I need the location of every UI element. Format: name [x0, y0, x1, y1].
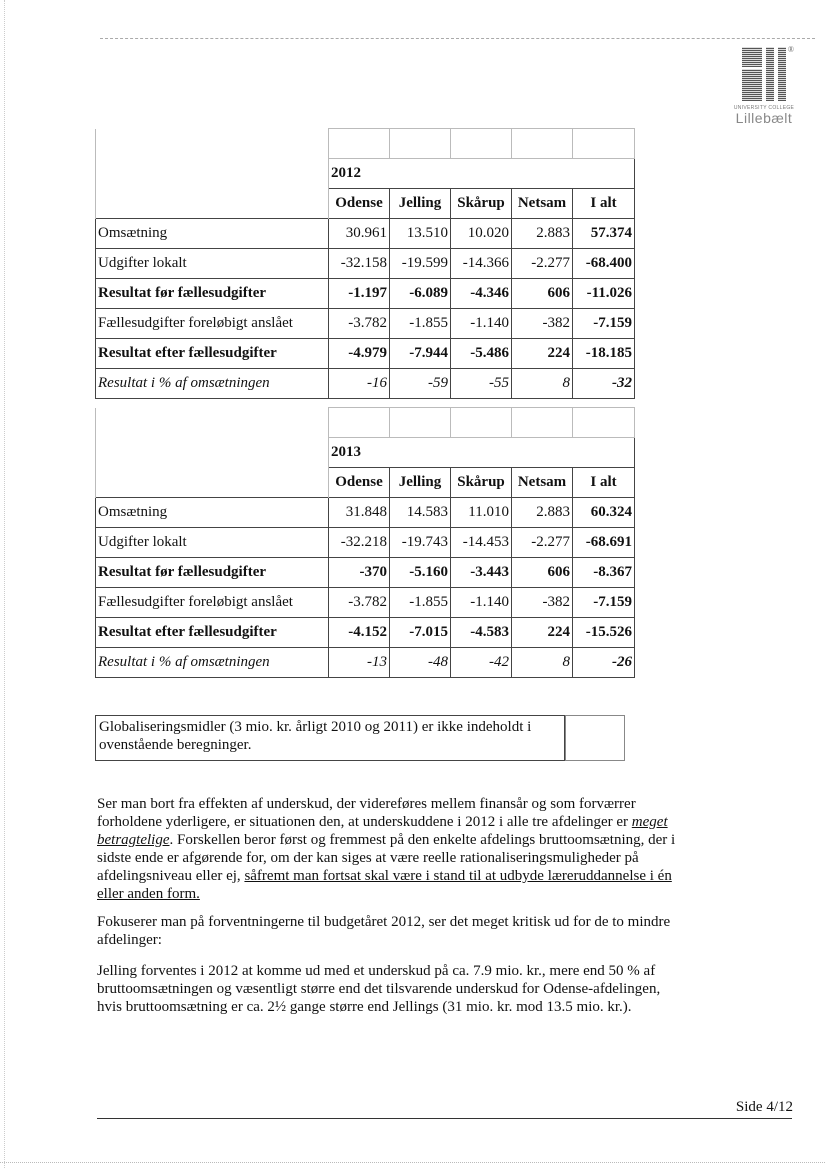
cell-value: -7.159 — [573, 309, 635, 339]
cell-value: -68.400 — [573, 249, 635, 279]
cell-value: 60.324 — [573, 498, 635, 528]
cell-value: -26 — [573, 648, 635, 678]
cell-value: -1.855 — [390, 588, 451, 618]
budget-table-2013 — [95, 407, 635, 678]
cell-value: -4.152 — [329, 618, 390, 648]
cell-value: -1.140 — [451, 309, 512, 339]
header-rule — [100, 38, 815, 39]
year-row — [96, 159, 635, 189]
page-bottom-edge — [0, 1162, 825, 1163]
logo-mark-icon — [738, 45, 794, 103]
cell-value: 10.020 — [451, 219, 512, 249]
paragraph-expectations: Fokuserer man på forventningerne til budgetåret 2012, ser det meget kritisk ud for de to mindre afdelinger: — [97, 914, 671, 948]
budget-table-2012 — [95, 128, 635, 399]
table-row — [96, 339, 635, 369]
cell-value: 14.583 — [390, 498, 451, 528]
table-row — [96, 498, 635, 528]
row-label: Udgifter lokalt — [96, 528, 329, 558]
table-row — [96, 249, 635, 279]
margin-line — [4, 0, 5, 1168]
column-header: Odense — [329, 189, 390, 219]
page-number: Side 4/12 — [735, 1099, 793, 1115]
row-label: Resultat efter fællesudgifter — [96, 618, 329, 648]
cell-value: -15.526 — [573, 618, 635, 648]
registered-mark: ® — [787, 45, 794, 54]
table-row — [96, 369, 635, 399]
cell-value: -6.089 — [390, 279, 451, 309]
cell-value: -19.599 — [390, 249, 451, 279]
cell-value: -42 — [451, 648, 512, 678]
cell-value: -7.159 — [573, 588, 635, 618]
cell-value: 31.848 — [329, 498, 390, 528]
cell-value: -4.979 — [329, 339, 390, 369]
cell-value: -11.026 — [573, 279, 635, 309]
column-header: Skårup — [451, 189, 512, 219]
cell-value: -32.158 — [329, 249, 390, 279]
column-header: Skårup — [451, 468, 512, 498]
column-header: Odense — [329, 468, 390, 498]
cell-value: 224 — [512, 618, 573, 648]
header-row — [96, 189, 635, 219]
year-label: 2013 — [329, 438, 635, 468]
row-label: Resultat i % af omsætningen — [96, 648, 329, 678]
university-logo — [728, 45, 800, 125]
header-row — [96, 468, 635, 498]
cell-value: -68.691 — [573, 528, 635, 558]
cell-value: -382 — [512, 588, 573, 618]
underlined-text: såfremt man fortsat skal være i stand til at udbyde læreruddannelse i én eller anden form. — [97, 868, 672, 902]
cell-value: -5.486 — [451, 339, 512, 369]
table-row — [96, 648, 635, 678]
paragraph-deficits: Ser man bort fra effekten af underskud, der videreføres mellem finansår og som forværrer forholdene yderligere, er situationen den, at underskuddene i 2012 i alle tre afdelinger er meget betragtelige. Forskellen beror først og fremmest på den enkelte afdelings bruttoomsætning, der i sidste ende er afgørende for, om der kan siges at være reelle rationaliseringsmuligheder på afdelingsniveau eller ej, såfremt man fortsat skal være i stand til at udbyde læreruddannelse i én eller anden form. — [97, 796, 676, 902]
cell-value: -18.185 — [573, 339, 635, 369]
cell-value: 11.010 — [451, 498, 512, 528]
logo-subtitle: UNIVERSITY COLLEGE — [733, 105, 795, 111]
paragraph-jelling: Jelling forventes i 2012 at komme ud med et underskud på ca. 7.9 mio. kr., mere end 50 % af bruttoomsætningen og væsentligt større end det tilsvarende underskud for Odense-afdelingen, hvis bruttoomsætning er ca. 2½ gange større end Jellings (31 mio. kr. mod 13.5 mio. kr.). — [97, 963, 661, 1015]
column-header: Jelling — [390, 189, 451, 219]
column-header: Netsam — [512, 189, 573, 219]
cell-value: -14.453 — [451, 528, 512, 558]
column-header: I alt — [573, 468, 635, 498]
cell-value: 224 — [512, 339, 573, 369]
cell-value: -4.346 — [451, 279, 512, 309]
cell-value: 606 — [512, 279, 573, 309]
cell-value: -1.140 — [451, 588, 512, 618]
cell-value: -7.015 — [390, 618, 451, 648]
cell-value: -5.160 — [390, 558, 451, 588]
cell-value: 2.883 — [512, 219, 573, 249]
cell-value: -3.443 — [451, 558, 512, 588]
cell-value: -16 — [329, 369, 390, 399]
cell-value: -370 — [329, 558, 390, 588]
cell-value: 57.374 — [573, 219, 635, 249]
table-row — [96, 558, 635, 588]
row-label: Omsætning — [96, 219, 329, 249]
cell-value: -2.277 — [512, 528, 573, 558]
cell-value: 13.510 — [390, 219, 451, 249]
column-header: I alt — [573, 189, 635, 219]
table-row — [96, 309, 635, 339]
table-row — [96, 219, 635, 249]
spacer-row — [96, 408, 635, 438]
cell-value: -4.583 — [451, 618, 512, 648]
spacer-row — [96, 129, 635, 159]
row-label: Resultat i % af omsætningen — [96, 369, 329, 399]
footer-rule — [97, 1118, 792, 1119]
logo-name: Lillebælt — [735, 110, 793, 126]
cell-value: 2.883 — [512, 498, 573, 528]
row-label: Resultat før fællesudgifter — [96, 558, 329, 588]
year-row — [96, 438, 635, 468]
cell-value: -48 — [390, 648, 451, 678]
cell-value: -382 — [512, 309, 573, 339]
cell-value: -3.782 — [329, 588, 390, 618]
cell-value: -13 — [329, 648, 390, 678]
row-label: Resultat før fællesudgifter — [96, 279, 329, 309]
column-header: Netsam — [512, 468, 573, 498]
cell-value: -32.218 — [329, 528, 390, 558]
cell-value: 8 — [512, 369, 573, 399]
cell-value: -59 — [390, 369, 451, 399]
cell-value: -19.743 — [390, 528, 451, 558]
globalization-note: Globaliseringsmidler (3 mio. kr. årligt 2010 og 2011) er ikke indeholdt i ovenstående beregninger. — [95, 715, 565, 761]
cell-value: 606 — [512, 558, 573, 588]
row-label: Resultat efter fællesudgifter — [96, 339, 329, 369]
table-row — [96, 279, 635, 309]
table-row — [96, 588, 635, 618]
cell-value: -32 — [573, 369, 635, 399]
cell-value: -8.367 — [573, 558, 635, 588]
table-row — [96, 618, 635, 648]
cell-value: -7.944 — [390, 339, 451, 369]
emphasis-text: meget betragtelige — [97, 814, 668, 848]
note-side-cell — [565, 715, 625, 761]
cell-value: -3.782 — [329, 309, 390, 339]
cell-value: -2.277 — [512, 249, 573, 279]
cell-value: -55 — [451, 369, 512, 399]
cell-value: -1.855 — [390, 309, 451, 339]
table-row — [96, 528, 635, 558]
cell-value: -1.197 — [329, 279, 390, 309]
row-label: Fællesudgifter foreløbigt anslået — [96, 588, 329, 618]
cell-value: 8 — [512, 648, 573, 678]
cell-value: -14.366 — [451, 249, 512, 279]
row-label: Fællesudgifter foreløbigt anslået — [96, 309, 329, 339]
cell-value: 30.961 — [329, 219, 390, 249]
year-label: 2012 — [329, 159, 635, 189]
row-label: Omsætning — [96, 498, 329, 528]
column-header: Jelling — [390, 468, 451, 498]
row-label: Udgifter lokalt — [96, 249, 329, 279]
